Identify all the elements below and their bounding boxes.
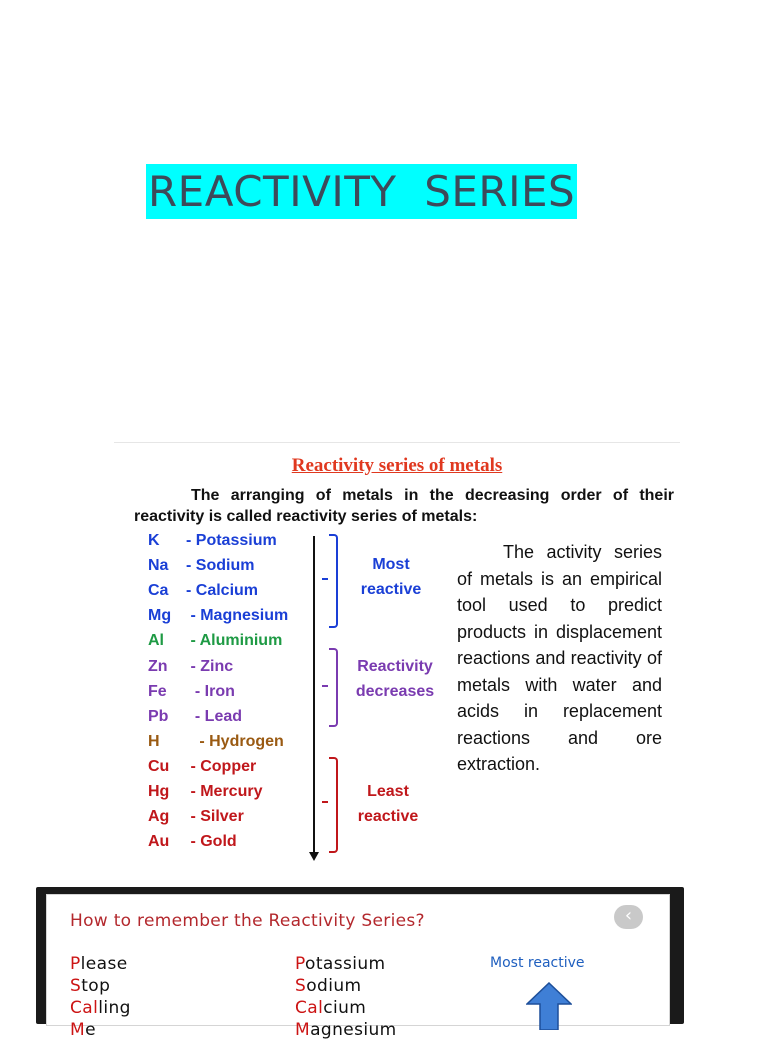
metal-symbol: Cu [148, 757, 170, 775]
brace-least-reactive [329, 757, 338, 853]
metal-row [148, 707, 242, 727]
mnemonic-panel [46, 894, 670, 1040]
metal-rest: otassium [305, 954, 386, 974]
brace-tip [322, 801, 328, 803]
metal-name: - Aluminium [186, 632, 283, 650]
group-label-least-reactive [346, 779, 430, 829]
group-label-line: Least [367, 783, 409, 800]
reactivity-series-figure [114, 442, 680, 867]
metal-initial: M [295, 1020, 311, 1040]
group-label-line: reactive [357, 808, 419, 825]
metal-name: - Gold [186, 833, 237, 851]
metal-name: - Hydrogen [186, 732, 284, 750]
activity-series-description: The activity series of metals is an empirical tool used to predict products in displacement reactions and reactivity of metals with water and acids in replacement reactions and ore extraction. [457, 542, 662, 774]
metal-row [148, 631, 282, 651]
brace-most-reactive [329, 534, 338, 628]
metal-name: - Lead [186, 707, 243, 725]
group-label-reactivity-decreases [346, 654, 444, 704]
metal-symbol: Zn [148, 657, 168, 675]
metal-symbol: Pb [148, 707, 169, 725]
metal-row [148, 581, 258, 601]
metal-initial: S [295, 976, 307, 996]
metal-initial: P [295, 954, 306, 974]
metal-symbol: H [148, 732, 160, 750]
arrow-up-icon [526, 982, 572, 1030]
metal-row [148, 606, 288, 626]
mnemonic-word [70, 1019, 96, 1041]
metal-symbol: Au [148, 833, 170, 851]
group-label-line: reactive [360, 581, 422, 598]
metal-name: - Silver [186, 808, 244, 826]
group-label-most-reactive [346, 552, 436, 602]
metal-rest: odium [306, 976, 362, 996]
mnemonic-metal [295, 975, 361, 997]
metal-name: - Iron [186, 682, 235, 700]
mnemonic-initial: Cal [70, 998, 99, 1018]
metal-name: - Calcium [186, 582, 259, 600]
mnemonic-rest: lease [80, 954, 128, 974]
metal-symbol: Al [148, 632, 164, 650]
metal-initial: Cal [295, 998, 324, 1018]
mnemonic-metal [295, 953, 386, 975]
metal-symbol: Ca [148, 582, 169, 600]
group-label-line: Most [372, 556, 410, 573]
metal-row [148, 531, 277, 551]
mnemonic-word [70, 975, 110, 997]
mnemonic-metal [295, 1019, 397, 1041]
mnemonic-metal [295, 997, 366, 1019]
metal-row [148, 657, 233, 677]
arrow-down-icon [309, 852, 319, 861]
most-reactive-label: Most reactive [490, 955, 585, 971]
mnemonic-rest: top [81, 976, 111, 996]
metal-name: - Zinc [186, 657, 234, 675]
metal-row [148, 556, 254, 576]
mnemonic-initial: S [70, 976, 82, 996]
mnemonic-initial: M [70, 1020, 86, 1040]
brace-tip [322, 685, 328, 687]
metal-rest: agnesium [310, 1020, 397, 1040]
metal-symbol: Hg [148, 783, 170, 800]
metal-symbol: Na [148, 557, 169, 575]
mnemonic-word [70, 953, 128, 975]
decreasing-arrow-line [313, 536, 315, 854]
metal-row [148, 682, 235, 702]
metal-row [148, 732, 284, 752]
metal-rest: cium [323, 998, 367, 1018]
figure-heading: Reactivity series of metals [291, 455, 503, 476]
metal-row [148, 757, 256, 777]
metal-name: - Sodium [186, 557, 255, 575]
metal-name: - Mercury [186, 783, 263, 800]
metal-symbol: Fe [148, 682, 167, 700]
metal-symbol: Ag [148, 808, 170, 826]
mnemonic-heading: How to remember the Reactivity Series? [70, 911, 425, 931]
metal-name: - Copper [186, 757, 257, 775]
figure-intro-text: The arranging of metals in the decreasing order of their reactivity is called reactivity series of metals: [134, 487, 674, 525]
metal-symbol: Mg [148, 607, 172, 625]
chevron-left-icon[interactable]: ‹ [614, 905, 643, 929]
brace-tip [322, 578, 328, 580]
mnemonic-rest: ling [98, 998, 131, 1018]
group-label-line: decreases [355, 683, 435, 700]
metal-name: - Potassium [186, 532, 277, 549]
mnemonic-figure [36, 887, 684, 1040]
mnemonic-initial: P [70, 954, 81, 974]
group-label-line: Reactivity [357, 658, 433, 675]
metal-row [148, 832, 237, 852]
metal-row [148, 782, 262, 802]
brace-reactivity-decreases [329, 648, 338, 727]
metal-name: - Magnesium [186, 607, 289, 625]
mnemonic-rest: e [85, 1020, 96, 1040]
mnemonic-word [70, 997, 131, 1019]
metal-symbol: K [148, 532, 160, 549]
metal-row [148, 807, 244, 827]
slide-title: REACTIVITY SERIES [146, 164, 577, 219]
